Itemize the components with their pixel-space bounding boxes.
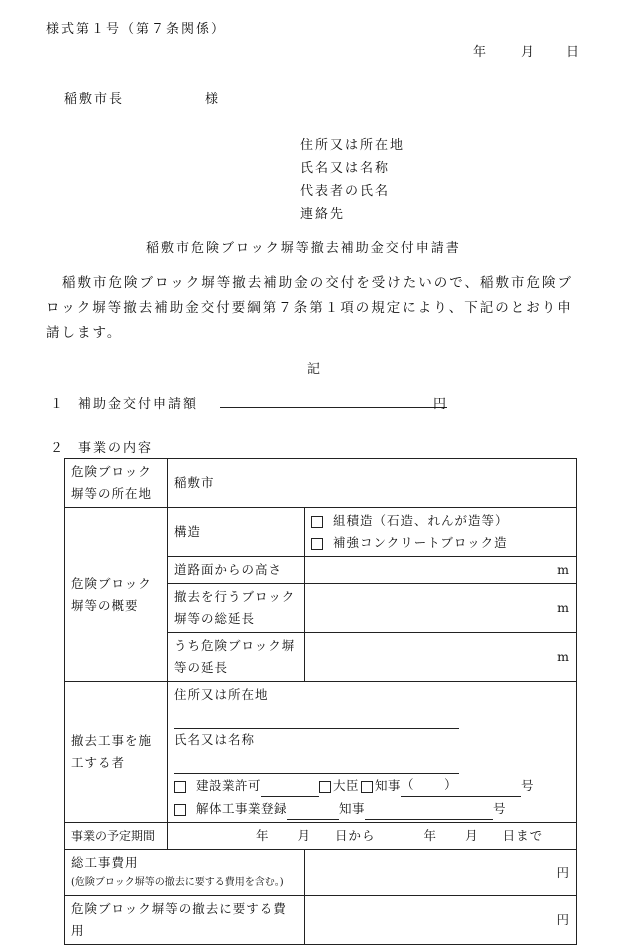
construction-permit-row: 建設業許可 大臣 知事（ ） 号 xyxy=(174,774,570,797)
table-row xyxy=(65,850,577,896)
structure-option-masonry[interactable]: 組積造（石造、れんが造等） xyxy=(311,510,570,532)
applicant-address-label: 住所又は所在地 xyxy=(300,138,406,153)
danger-length-value[interactable]: m xyxy=(305,633,577,682)
total-cost-label: 総工事費用 (危険ブロック塀等の撤去に要する費用を含む。) xyxy=(65,850,305,896)
contractor-label: 撤去工事を施 工する者 xyxy=(65,682,168,823)
body-line-1: 稲敷市危険ブロック塀等撤去補助金の交付を受けたいので、稲敷市危険ブ xyxy=(62,275,573,291)
date-day: 日 xyxy=(566,45,580,60)
document-title: 稲敷市危険ブロック塀等撤去補助金交付申請書 xyxy=(146,241,461,256)
addressee-honorific: 様 xyxy=(205,92,219,107)
addressee-name: 稲敷市長 xyxy=(64,92,125,107)
location-label: 危険ブロック 塀等の所在地 xyxy=(65,459,168,508)
total-cost-value[interactable]: 円 xyxy=(305,850,577,896)
table-row xyxy=(65,459,577,508)
contractor-name-field[interactable] xyxy=(174,751,459,774)
form-number: 様式第１号（第７条関係） xyxy=(46,22,227,37)
danger-length-label: うち危険ブロック塀 等の延長 xyxy=(168,633,305,682)
body-line-3: 請します。 xyxy=(46,325,123,341)
item2-number: ２ xyxy=(50,441,64,456)
date-month: 月 xyxy=(521,45,535,60)
height-label: 道路面からの高さ xyxy=(168,557,305,584)
location-value[interactable]: 稲敷市 xyxy=(168,459,577,508)
item1-label: 補助金交付申請額 xyxy=(78,397,199,412)
overview-label: 危険ブロック 塀等の概要 xyxy=(65,508,168,682)
item1-amount-line[interactable] xyxy=(220,407,447,408)
demolition-cost-value[interactable]: 円 xyxy=(305,896,577,945)
table-row xyxy=(65,682,577,823)
checkbox-icon[interactable] xyxy=(174,781,186,793)
structure-option-block[interactable]: 補強コンクリートブロック造 xyxy=(311,532,570,554)
contractor-details xyxy=(168,682,577,823)
checkbox-icon[interactable] xyxy=(174,804,186,816)
permit-field[interactable] xyxy=(261,774,319,797)
reg-number-field[interactable] xyxy=(365,797,493,820)
contractor-address-field[interactable] xyxy=(174,706,459,729)
period-value[interactable]: 年 月 日から 年 月 日まで xyxy=(168,823,577,850)
height-value[interactable]: m xyxy=(305,557,577,584)
item2-label: 事業の内容 xyxy=(78,441,154,456)
table-row xyxy=(65,823,577,850)
ki-marker: 記 xyxy=(307,362,321,377)
demolition-cost-label: 危険ブロック塀等の撤去に要する費用 xyxy=(65,896,305,945)
demolition-reg-row: 解体工事業登録 知事 号 xyxy=(174,797,570,820)
reg-field[interactable] xyxy=(287,797,339,820)
structure-options xyxy=(305,508,577,557)
total-length-label: 撤去を行うブロック 塀等の総延長 xyxy=(168,584,305,633)
body-line-2: ロック塀等撤去補助金交付要綱第７条第１項の規定により、下記のとおり申 xyxy=(46,300,573,316)
contractor-name-row: 氏名又は名称 xyxy=(174,729,570,774)
item1-unit: 円 xyxy=(433,397,447,412)
project-table xyxy=(64,458,577,945)
structure-label: 構造 xyxy=(168,508,305,557)
applicant-rep-label: 代表者の氏名 xyxy=(300,184,391,199)
applicant-name-label: 氏名又は名称 xyxy=(300,161,391,176)
permit-number-field[interactable]: （ ） xyxy=(401,774,521,797)
checkbox-icon[interactable] xyxy=(319,781,331,793)
applicant-contact-label: 連絡先 xyxy=(300,207,346,222)
date-year: 年 xyxy=(473,45,487,60)
period-label: 事業の予定期間 xyxy=(65,823,168,850)
total-length-value[interactable]: m xyxy=(305,584,577,633)
checkbox-icon[interactable] xyxy=(311,516,323,528)
checkbox-icon[interactable] xyxy=(361,781,373,793)
item1-number: １ xyxy=(50,397,64,412)
checkbox-icon[interactable] xyxy=(311,538,323,550)
table-row xyxy=(65,508,577,557)
contractor-address-row: 住所又は所在地 xyxy=(174,684,570,729)
